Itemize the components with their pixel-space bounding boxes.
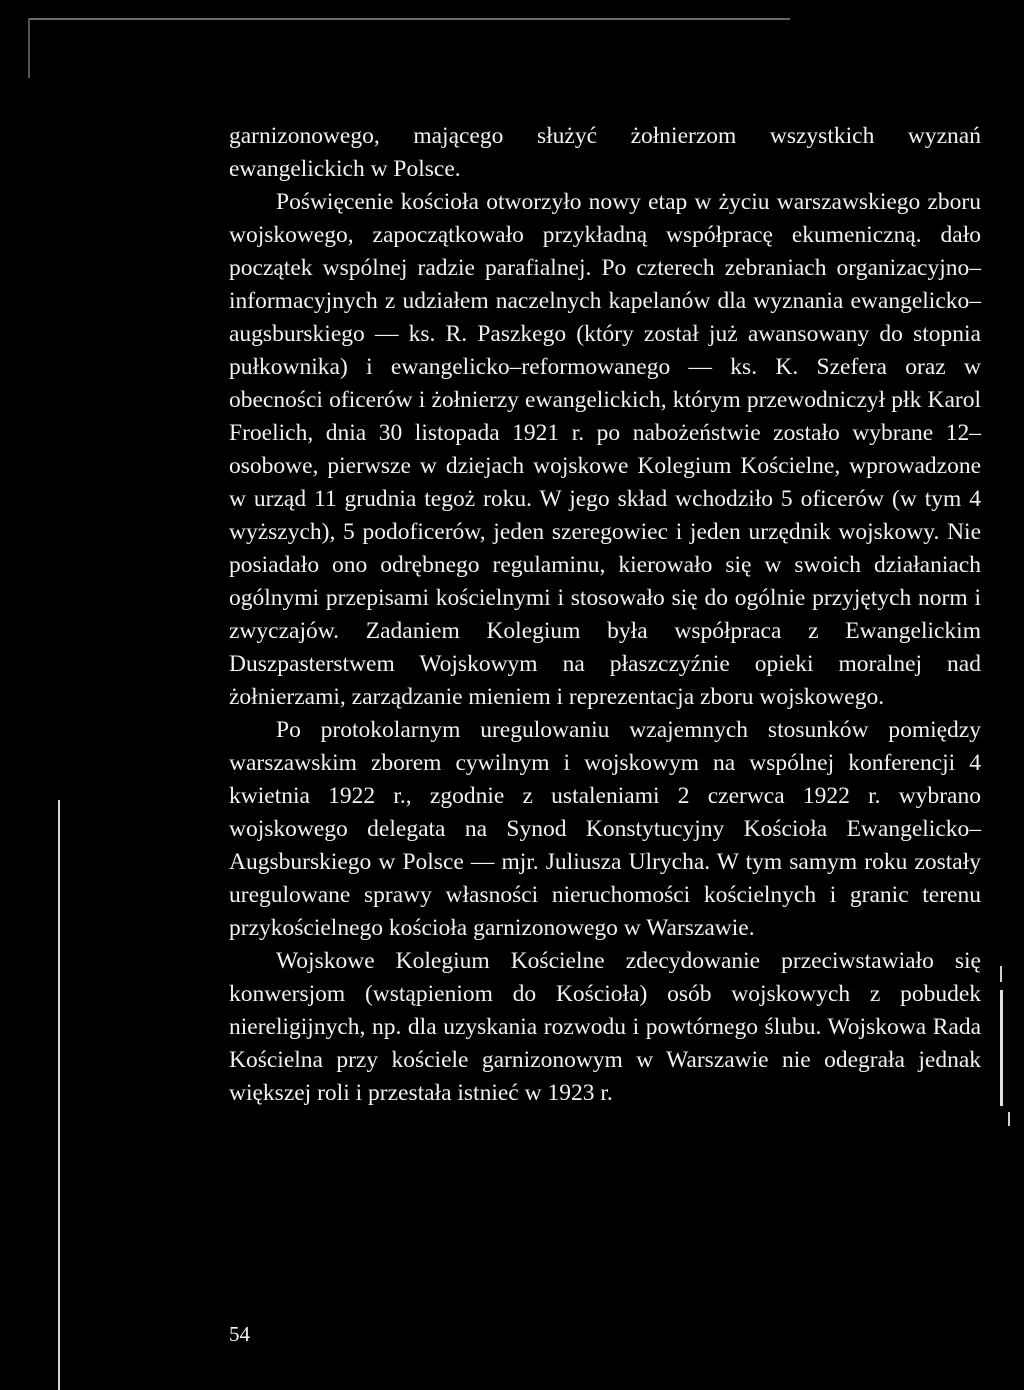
body-text (229, 120, 981, 1110)
scan-line-left (58, 800, 60, 1390)
scan-edge-left (28, 18, 30, 78)
paragraph-synod-delegate: Po protokolarnym uregulowaniu wzajemnych stosunków pomiędzy warszawskim zborem cywilnym i wojskowym na wspólnej konferencji 4 kwietnia 1922 r., zgodnie z ustaleniami 2 czerwca 1922 r. wybrano wojskowego delegata na Synod Konstytucyjny Kościoła Ewangelicko–Augsburskiego w Polsce — mjr. Juliusza Ulrycha. W tym samym roku zostały uregulowane sprawy własności nieruchomości kościelnych i granic terenu przykościelnego kościoła garnizonowego w Warszawie. (229, 717, 981, 941)
scan-line-right (1000, 966, 1002, 982)
paragraph-kolegium-founding: Poświęcenie kościoła otworzyło nowy etap w życiu warszawskiego zboru wojskowego, zapoczątkowało przykładną współpracę ekumeniczną. dało początek wspólnej radzie parafialnej. Po czterech zebraniach organizacyjno–informacyjnych z udziałem naczelnych kapelanów dla wyznania ewangelicko–augsburskiego — ks. R. Paszkego (który został już awansowany do stopnia pułkownika) i ewangelicko–reformowanego — ks. K. Szefera oraz w obecności oficerów i żołnierzy ewangelickich, którym przewodniczył płk Karol Froelich, dnia 30 listopada 1921 r. po nabożeństwie zostało wybrane 12–osobowe, pierwsze w dziejach wojskowe Kolegium Kościelne, wprowadzone w urząd 11 grudnia tegoż roku. W jego skład wchodziło 5 oficerów (w tym 4 wyższych), 5 podoficerów, jeden szeregowiec i jeden urzędnik wojskowy. Nie posiadało ono odrębnego regulaminu, kierowało się w swoich działaniach ogólnymi przepisami kościelnymi i stosowało się do ogólnie przyjętych norm i zwyczajów. Zadaniem Kolegium była współpraca z Ewangelickim Duszpasterstwem Wojskowym na płaszczyźnie opieki moralnej nad żołnierzami, zarządzanie mieniem i reprezentacja zboru wojskowego. (229, 189, 981, 710)
paragraph-conversions: Wojskowe Kolegium Kościelne zdecydowanie przeciwstawiało się konwersjom (wstąpieniom do Kościoła) osób wojskowych z pobudek niereligijnych, np. dla uzyskania rozwodu i powtórnego ślubu. Wojskowa Rada Kościelna przy kościele garnizonowym w Warszawie nie odegrała jednak większej roli i przestała istnieć w 1923 r. (229, 948, 981, 1106)
scan-line-right (1000, 990, 1003, 1106)
scan-edge-top (30, 18, 790, 20)
scan-line-right (1008, 1112, 1010, 1126)
paragraph-continuation: garnizonowego, mającego służyć żołnierzom wszystkich wyznań ewangelickich w Polsce. (229, 123, 981, 182)
page-number: 54 (229, 1322, 250, 1346)
